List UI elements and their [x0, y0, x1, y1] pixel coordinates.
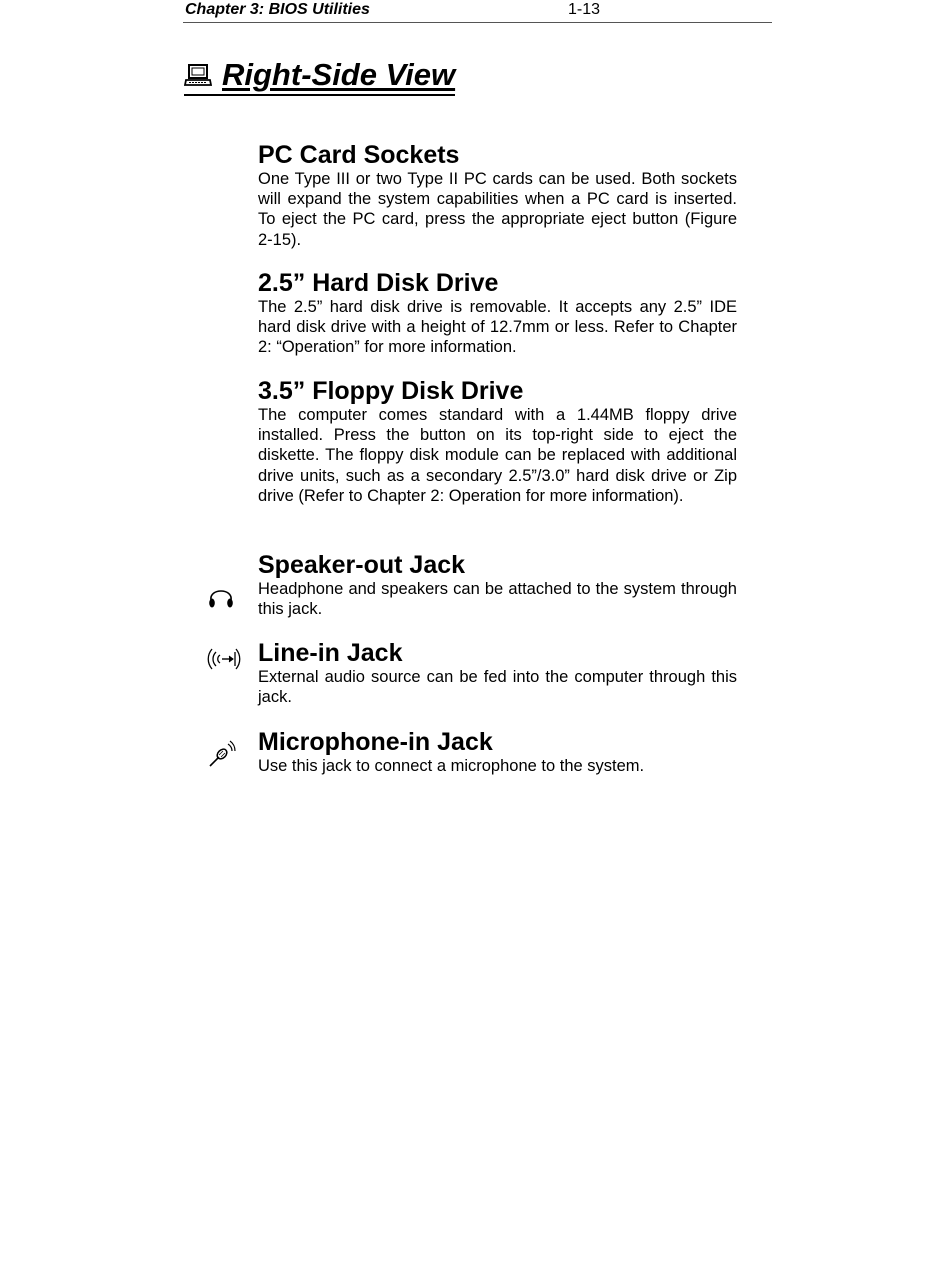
item-text: External audio source can be fed into the computer through this jack. — [258, 668, 737, 707]
item-floppy-disk-drive — [258, 377, 737, 506]
chapter-title: Chapter 3: BIOS Utilities — [185, 1, 370, 18]
item-text: The 2.5” hard disk drive is removable. It accepts any 2.5” IDE hard disk drive with a height of 12.7mm or less. Refer to Chapter 2: “Operation” for more information. — [258, 298, 737, 357]
item-speaker-out-jack — [258, 551, 737, 619]
item-title: 3.5” Floppy Disk Drive — [258, 377, 524, 405]
item-hard-disk-drive — [258, 269, 737, 358]
running-header — [183, 0, 772, 23]
item-text: Use this jack to connect a microphone to the system. — [258, 757, 645, 775]
page-number: 1-13 — [568, 1, 601, 18]
item-microphone-in-jack — [258, 728, 737, 776]
microphone-icon — [206, 740, 236, 770]
item-text: Headphone and speakers can be attached to the system through this jack. — [258, 580, 737, 619]
item-title: PC Card Sockets — [258, 141, 460, 169]
item-title: Line-in Jack — [258, 639, 403, 667]
item-text: The computer comes standard with a 1.44MB floppy drive installed. Press the button on its top-right side to eject the diskette. The floppy disk module can be replaced with additional drive units, such as a secondary 2.5”/3.0” hard disk drive or Zip drive (Refer to Chapter 2: Operation for more information). — [258, 406, 737, 505]
section-heading — [184, 56, 455, 96]
item-pc-card-sockets — [258, 141, 737, 250]
item-line-in-jack — [258, 639, 737, 707]
item-title: 2.5” Hard Disk Drive — [258, 269, 499, 297]
item-title: Speaker-out Jack — [258, 551, 466, 579]
line-in-icon — [206, 646, 246, 672]
section-title: Right-Side View — [222, 57, 456, 92]
laptop-icon — [184, 63, 212, 87]
item-text: One Type III or two Type II PC cards can be used. Both sockets will expand the system capabilities when a PC card is inserted. To eject the PC card, press the appropriate eject button (Figure 2-15). — [258, 170, 737, 249]
headphones-icon — [206, 582, 236, 612]
item-title: Microphone-in Jack — [258, 728, 493, 756]
